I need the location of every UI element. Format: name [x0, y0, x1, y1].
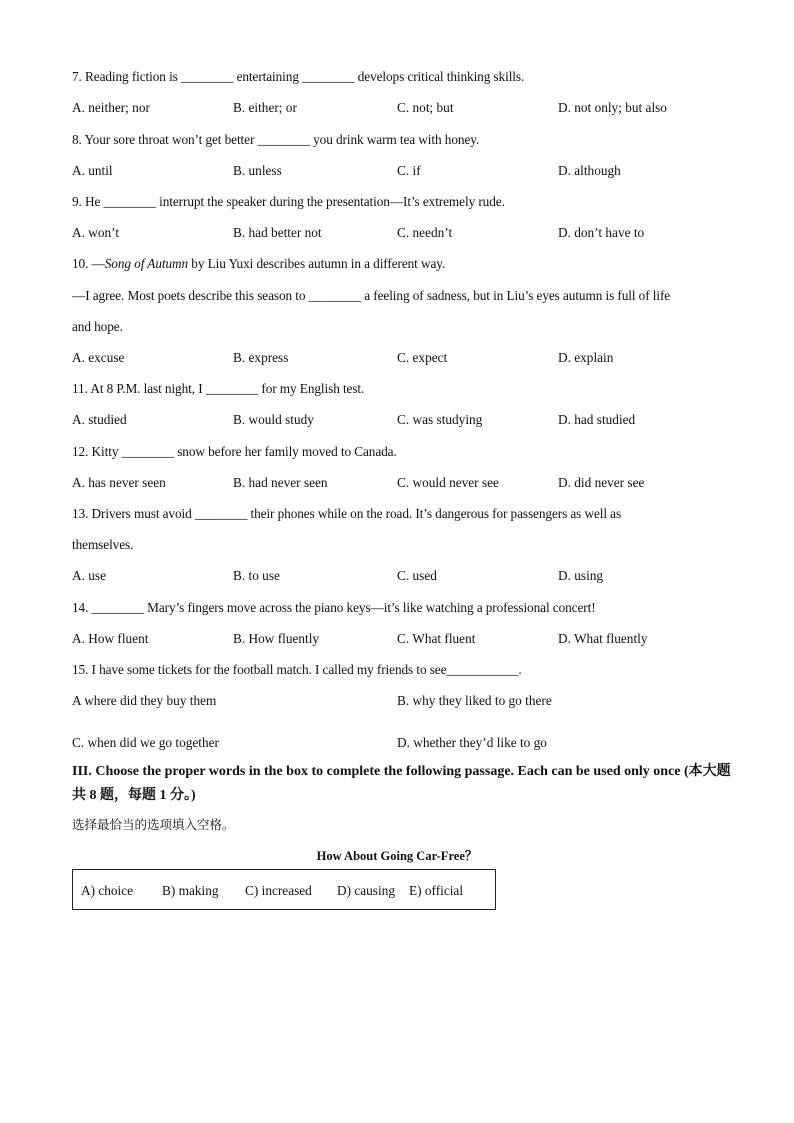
question-11-option-d: D. had studied [558, 412, 636, 427]
question-12-option-d: D. did never see [558, 475, 645, 490]
passage-title: How About Going Car-Free？ [316, 849, 478, 863]
question-15-stem: 15. I have some tickets for the football match. I called my friends to see___________. [72, 662, 522, 677]
question-12-stem: 12. Kitty ________ snow before her family moved to Canada. [72, 444, 397, 459]
question-7-option-c: C. not; but [397, 100, 454, 115]
question-8-option-a: A. until [72, 163, 113, 178]
question-9-option-a: A. won’t [72, 225, 120, 240]
question-12-option-a: A. has never seen [72, 475, 166, 490]
question-7-stem: 7. Reading fiction is ________ entertaining ________ develops critical thinking skills. [72, 69, 525, 84]
question-10-reply: —I agree. Most poets describe this season to ________ a feeling of sadness, but in Liu’s eyes autumn is full of life [72, 288, 671, 303]
question-11-option-a: A. studied [72, 412, 127, 427]
question-10-stem: 10. —Song of Autumn by Liu Yuxi describes autumn in a different way. [72, 256, 446, 271]
question-15-option-b: B. why they liked to go there [397, 693, 552, 708]
question-11-option-b: B. would study [233, 412, 314, 427]
question-9-option-b: B. had better not [233, 225, 322, 240]
question-13-option-a: A. use [72, 568, 106, 583]
question-11-stem: 11. At 8 P.M. last night, I ________ for my English test. [72, 381, 365, 396]
section-3-heading: III. Choose the proper words in the box to complete the following passage. Each can be used only once (本大题共 8 题，每题 1 分。) [72, 764, 731, 803]
question-12-option-c: C. would never see [397, 475, 499, 490]
question-9-stem: 9. He ________ interrupt the speaker during the presentation—It’s extremely rude. [72, 194, 505, 209]
question-15-option-c: C. when did we go together [72, 735, 219, 750]
question-15-option-a: A where did they buy them [72, 693, 217, 708]
question-8-option-b: B. unless [233, 163, 282, 178]
question-10-option-c: C. expect [397, 350, 448, 365]
question-14-option-b: B. How fluently [233, 631, 320, 646]
poem-title: Song of Autumn [104, 256, 189, 271]
question-13-stem-cont: themselves. [72, 537, 134, 552]
question-14-option-d: D. What fluently [558, 631, 648, 646]
word-box-choice-a: A) choice [81, 883, 134, 898]
question-10-reply-cont: and hope. [72, 319, 123, 334]
question-14-stem: 14. ________ Mary’s fingers move across the piano keys—it’s like watching a professional concert! [72, 600, 596, 615]
question-11-option-c: C. was studying [397, 412, 483, 427]
word-box-choice-c: C) increased [245, 883, 312, 898]
question-7-option-b: B. either; or [233, 100, 297, 115]
question-9-option-d: D. don’t have to [558, 225, 645, 240]
question-13-option-b: B. to use [233, 568, 280, 583]
question-10-option-a: A. excuse [72, 350, 125, 365]
question-13-option-d: D. using [558, 568, 604, 583]
word-box-choice-b: B) making [162, 883, 219, 898]
question-7-option-a: A. neither; nor [72, 100, 150, 115]
section-3-instruction: 选择最恰当的选项填入空格。 [72, 817, 235, 832]
word-box-choice-e: E) official [409, 883, 464, 898]
question-13-option-c: C. used [397, 568, 437, 583]
question-7-option-d: D. not only; but also [558, 100, 667, 115]
question-12-option-b: B. had never seen [233, 475, 328, 490]
question-8-stem: 8. Your sore throat won’t get better ________ you drink warm tea with honey. [72, 132, 480, 147]
word-box [72, 869, 496, 910]
question-14-option-a: A. How fluent [72, 631, 149, 646]
question-10-option-b: B. express [233, 350, 289, 365]
word-box-choice-d: D) causing [337, 883, 395, 898]
question-8-option-d: D. although [558, 163, 621, 178]
question-14-option-c: C. What fluent [397, 631, 476, 646]
question-13-stem: 13. Drivers must avoid ________ their phones while on the road. It’s dangerous for passengers as well as [72, 506, 622, 521]
question-8-option-c: C. if [397, 163, 421, 178]
question-15-option-d: D. whether they’d like to go [397, 735, 547, 750]
question-10-option-d: D. explain [558, 350, 614, 365]
question-9-option-c: C. needn’t [397, 225, 453, 240]
